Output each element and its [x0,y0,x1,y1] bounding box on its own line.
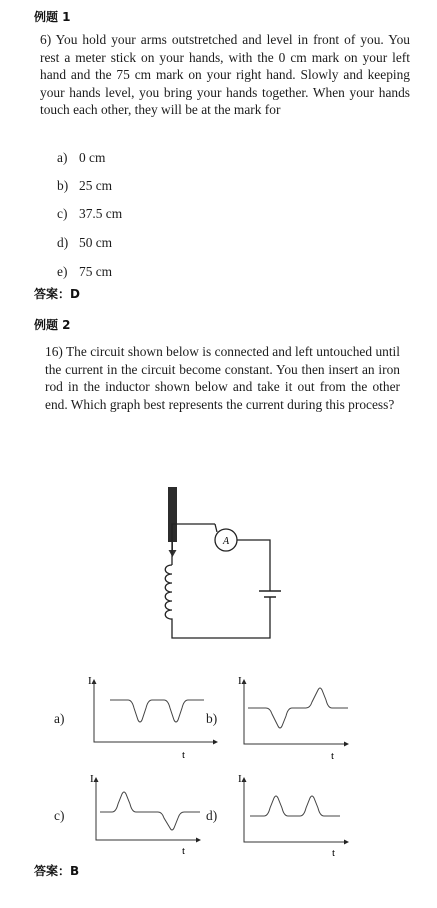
graph-b-x-label: t [331,750,335,762]
graph-c-key: c) [54,808,65,823]
x-axis-arrow [344,742,349,747]
option-text: 37.5 cm [79,206,123,221]
graph-b-curve [248,688,348,728]
inductor-coil [165,565,172,628]
graph-b [228,672,368,772]
graph-d [228,770,368,870]
option-key: a) [57,150,68,165]
graph-a-key: a) [54,711,65,726]
option-text: 50 cm [79,235,113,250]
option-text: 25 cm [79,178,113,193]
graph-a-x-label: t [182,749,186,761]
example-1-label: 例题 1 [34,10,71,24]
option-key: e) [57,264,68,279]
graph-b-key: b) [206,711,218,726]
option-text: 75 cm [79,264,113,279]
graph-a-axes [94,682,218,742]
example-1-question: 6) You hold your arms outstretched and level in front of you. You rest a meter stick on your hands, with the 0 cm mark on your left hand and the 75 cm mark on your right hand. Slowly and keeping your hands level, you bring your hands together. When your hands touch each other, they will be at the mark for [40,32,410,117]
graph-d-x-label: t [332,847,336,859]
graph-c-x-label: t [182,845,186,857]
example-2-label: 例题 2 [34,318,71,332]
option-text: 0 cm [79,150,106,165]
graph-d-y-label: I [238,773,242,785]
graph-d-axes [244,780,346,842]
graph-a-y-label: I [88,675,92,687]
graph-a [80,672,220,772]
graph-d-key: d) [206,808,218,823]
example-2-answer: 答案：B [34,864,80,878]
graph-c-curve [100,792,200,830]
option-key: b) [57,178,69,193]
graph-c [80,770,220,870]
ammeter-symbol: A [222,536,230,547]
x-axis-arrow [213,740,218,745]
example-2-question: 16) The circuit shown below is connected and left untouched until the current in the circuit become constant. You then insert an iron rod in the inductor shown below and take it out from the other end. Which graph best represents the current during this process? [45,344,400,412]
option-key: d) [57,235,69,250]
graph-a-curve [110,700,204,722]
x-axis-arrow [196,838,201,843]
graph-b-axes [244,682,346,744]
example-1-answer: 答案：D [34,287,80,301]
graph-c-y-label: I [90,773,94,785]
option-key: c) [57,206,68,221]
graph-b-y-label: I [238,675,242,687]
graph-d-curve [250,796,340,816]
graph-c-axes [96,780,198,840]
ammeter-link [215,524,217,532]
x-axis-arrow [344,840,349,845]
